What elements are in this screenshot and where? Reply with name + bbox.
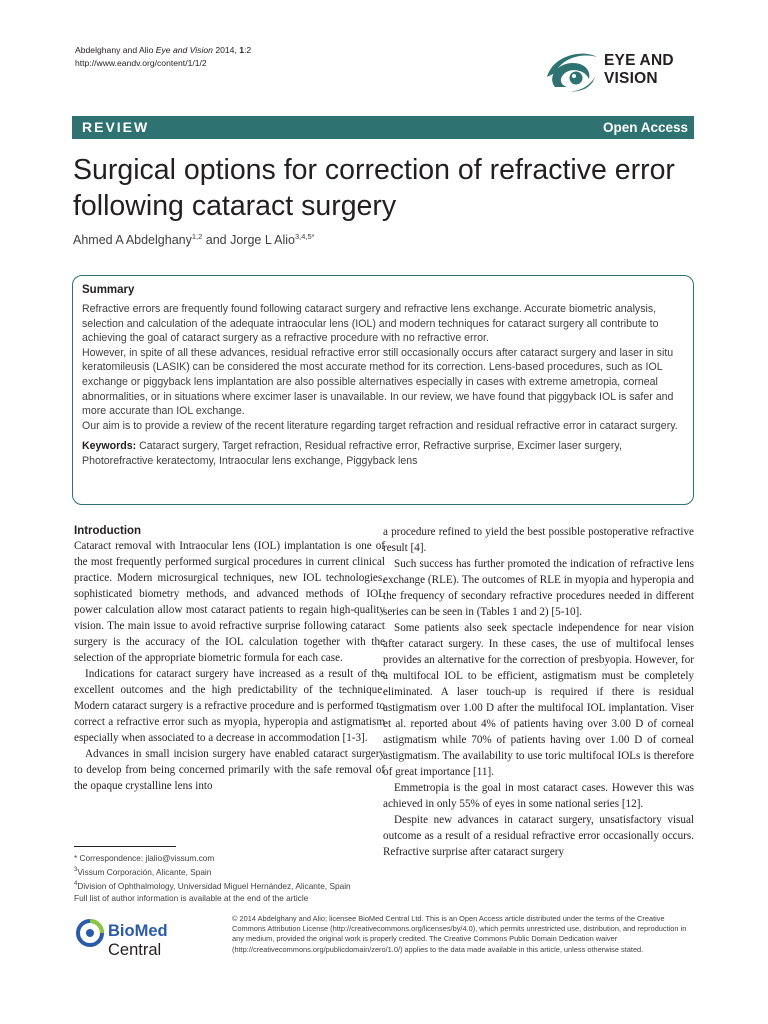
summary-paragraph: Refractive errors are frequently found following cataract surgery and refractive lens exchange. Accurate biometric analysis, selection and calculation of the adequate intraocular lens (IOL) and modern techniques for cataract surgery all contribute to achieving the goal of cataract surgery as a refractive procedure with no refractive error. <box>82 303 659 345</box>
publisher-logo <box>74 918 224 959</box>
citation-issue: :2 <box>244 45 252 55</box>
section-heading-introduction: Introduction <box>74 525 142 537</box>
body-paragraph: Such success has further promoted the indication of refractive lens exchange (RLE). The outcomes of RLE in myopia and hyperopia and the frequency of secondary refractive procedures needed in different series can be seen in (Tables 1 and 2) [5-10]. <box>383 558 694 618</box>
summary-paragraph: However, in spite of all these advances, residual refractive error still occasionally occurs after cataract surgery and laser in situ keratomileusis (LASIK) can be considered the most accurate method for its correction. Lens-based procedures, such as IOL exchange or piggyback lens implantation are also possible alternatives especially in cases with extreme ametropia, corneal abnormalities, or in situations where excimer laser is unavailable. In our review, we have found that piggyback IOL is safer and more accurate than IOL exchange. <box>82 346 674 418</box>
journal-citation <box>75 44 251 70</box>
affiliation-note: $^3$Vissum Corporación, Alicante, Spain <box>74 866 212 877</box>
open-access-label: Open Access <box>602 120 688 135</box>
keywords <box>82 439 683 468</box>
author-footnotes <box>74 852 384 904</box>
biomed-central-swirl-icon <box>74 918 106 948</box>
author-connector: and <box>202 233 231 248</box>
body-paragraph: Despite new advances in cataract surgery, unsatisfactory visual outcome as a result of a residual refractive error occasionally occurs. Refractive surprise after cataract surgery <box>383 814 694 858</box>
article-type-banner <box>72 116 694 139</box>
logo-text-line1: EYE AND <box>604 52 674 69</box>
author-name: Ahmed A Abdelghany <box>73 233 192 248</box>
article-url[interactable]: http://www.eandv.org/content/1/1/2 <box>75 58 207 68</box>
article-title: Surgical options for correction of refractive error following cataract surgery <box>73 154 675 222</box>
correspondence-note: * Correspondence: jlalio@vissum.com <box>74 853 215 863</box>
author-affiliation-marker: 3,4,5* <box>294 232 315 241</box>
affiliation-note: $^4$Division of Ophthalmology, Universidad Miguel Hernández, Alicante, Spain <box>74 880 351 891</box>
body-paragraph: Advances in small incision surgery have enabled cataract surgery to develop from being concerned primarily with the safe removal of the opaque crystalline lens into <box>74 748 385 792</box>
license-statement: © 2014 Abdelghany and Alio; licensee BioMed Central Ltd. This is an Open Access article distributed under the terms of the Creative Commons Attribution License (http://creativecommons.org/licenses/by/4.0), which permits unrestricted use, distribution, and reproduction in any medium, provided the original work is properly credited. The Creative Commons Public Domain Dedication waiver (http://creativecommons.org/publicdomain/zero/1.0/) applies to the data made available in this article, unless otherwise stated. <box>232 914 687 954</box>
eye-swirl-logo-icon <box>543 47 599 93</box>
journal-logo <box>543 47 703 95</box>
author-name: Jorge L Alio <box>230 233 295 248</box>
body-paragraph: Some patients also seek spectacle independence for near vision after cataract surgery. In these cases, the use of multifocal lenses provides an alternative for the correction of presbyopia. However, for a multifocal IOL to be efficient, astigmatism must be completely eliminated. A laser touch-up is required if there is residual astigmatism over 1.00 D after the multifocal IOL implantation. Viser et al. reported about 4% of patients having over 3.00 D of corneal astigmatism while 70% of patients having over 1.00 D of corneal astigmatism. The availability to use toric multifocal IOLs is therefore of great importance [11]. <box>383 622 694 778</box>
article-type-label: REVIEW <box>82 119 150 135</box>
keywords-label: Keywords: <box>82 440 137 453</box>
keywords-list: Cataract surgery, Target refraction, Residual refractive error, Refractive surprise, Excimer laser surgery, Photorefractive keratectomy, Intraocular lens exchange, Piggyback lens <box>82 440 622 467</box>
body-paragraph: Emmetropia is the goal in most cataract cases. However this was achieved in only 55% of eyes in some national series [12]. <box>383 782 694 810</box>
body-paragraph: a procedure refined to yield the best possible postoperative refractive result [4]. <box>383 526 694 554</box>
body-paragraph: Cataract removal with Intraocular lens (IOL) implantation is one of the most frequently performed surgical procedures in current clinical practice. Modern microsurgical techniques, new IOL technologies, sophisticated biometry methods, and advanced methods of IOL power calculation allow most cataract patients to regain high-quality vision. The main issue to avoid refractive surprise following cataract surgery is the accuracy of the IOL calculation together with the selection of the appropriate biometric formula for each case. <box>74 540 385 664</box>
logo-text-line2: VISION <box>604 69 658 87</box>
summary-paragraph: Our aim is to provide a review of the recent literature regarding target refraction and residual refractive error in cataract surgery. <box>82 419 678 432</box>
citation-year: 2014, <box>212 45 240 55</box>
author-list <box>73 232 315 247</box>
author-info-note: Full list of author information is available at the end of the article <box>74 892 309 903</box>
body-column-right <box>383 524 694 860</box>
citation-line <box>75 44 251 57</box>
summary-box <box>72 275 694 505</box>
summary-heading: Summary <box>82 284 135 296</box>
citation-volume: 1 <box>239 45 245 55</box>
body-paragraph: Indications for cataract surgery have increased as a result of the excellent outcomes and the high predictability of the technique. Modern cataract surgery is a refractive procedure and is performed to correct a refractive error such as myopia, hyperopia and astigmatism especially when associated to a decrease in accommodation [1-3]. <box>74 668 385 744</box>
citation-journal: Eye and Vision <box>155 45 213 55</box>
body-column-left <box>74 524 385 794</box>
publisher-name: BioMed Central <box>108 922 168 959</box>
citation-authors: Abdelghany and Alio <box>75 45 156 55</box>
author-affiliation-marker: 1,2 <box>191 232 203 241</box>
footnote-divider <box>74 846 176 847</box>
